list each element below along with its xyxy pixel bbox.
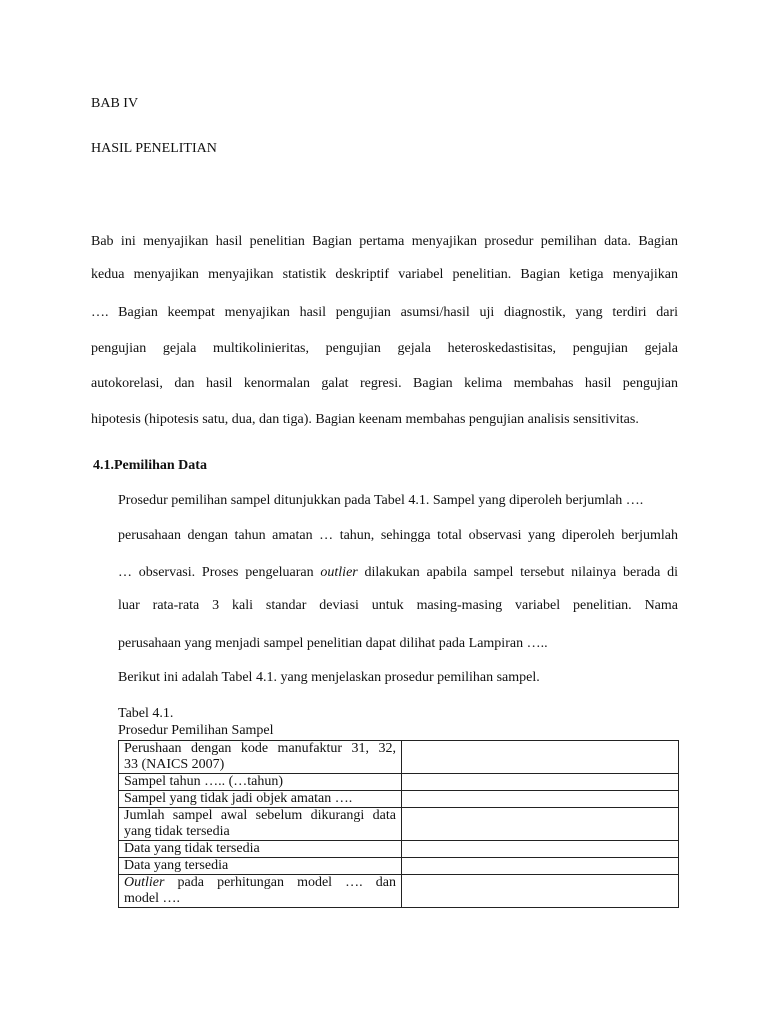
section-heading: 4.1.Pemilihan Data: [93, 458, 207, 473]
section-para-line-3: [118, 565, 678, 581]
section-para-line-4: luar rata-rata 3 kali standar deviasi untuk masing-masing variabel penelitian. Nama: [118, 598, 678, 613]
table-cell-value: [402, 841, 679, 858]
intro-line-1: Bab ini menyajikan hasil penelitian Bagian pertama menyajikan prosedur pemilihan data. Bagian: [91, 234, 678, 249]
row-1-line-1: Perushaan dengan kode manufaktur 31, 32,: [124, 741, 396, 756]
table-row: [119, 841, 679, 858]
table-cell-value: [402, 858, 679, 875]
outlier-cell-term: Outlier: [124, 875, 165, 890]
row-7-line-1-rest: pada perhitungan model …. dan: [164, 875, 396, 890]
table-cell-value: [402, 808, 679, 841]
row-4-line-2: yang tidak tersedia: [124, 824, 230, 839]
chapter-title: HASIL PENELITIAN: [91, 141, 217, 156]
intro-line-4: pengujian gejala multikolinieritas, pengujian gejala heteroskedastisitas, pengujian gejala: [91, 341, 678, 356]
intro-line-5: autokorelasi, dan hasil kenormalan galat regresi. Bagian kelima membahas hasil pengujian: [91, 376, 678, 391]
chapter-number: BAB IV: [91, 96, 139, 111]
section-para-line-3-end: dilakukan apabila sampel tersebut nilainya berada di: [357, 565, 678, 580]
table-intro: Berikut ini adalah Tabel 4.1. yang menjelaskan prosedur pemilihan sampel.: [118, 670, 540, 685]
table-cell-label: [119, 875, 402, 908]
table-row: [119, 791, 679, 808]
sample-selection-table: [118, 740, 679, 908]
table-row: [119, 858, 679, 875]
table-cell-label: Data yang tersedia: [119, 858, 402, 875]
table-cell-label: [119, 741, 402, 774]
intro-line-2: kedua menyajikan menyajikan statistik deskriptif variabel penelitian. Bagian ketiga menyajikan: [91, 267, 678, 282]
section-para-line-2: perusahaan dengan tahun amatan … tahun, sehingga total observasi yang diperoleh berjumlah: [118, 528, 678, 543]
table-caption: Prosedur Pemilihan Sampel: [118, 723, 274, 738]
outlier-term: outlier: [320, 565, 358, 580]
table-cell-label: [119, 808, 402, 841]
table-row: [119, 808, 679, 841]
table-row: [119, 774, 679, 791]
table-row: [119, 741, 679, 774]
intro-line-3: …. Bagian keempat menyajikan hasil pengujian asumsi/hasil uji diagnostik, yang terdiri dari: [91, 305, 678, 320]
section-para-line-5: perusahaan yang menjadi sampel penelitian dapat dilihat pada Lampiran …..: [118, 636, 548, 651]
section-para-line-1: Prosedur pemilihan sampel ditunjukkan pada Tabel 4.1. Sampel yang diperoleh berjumlah ….: [118, 493, 644, 508]
row-7-line-1: [124, 875, 396, 891]
table-cell-label: Sampel tahun ….. (…tahun): [119, 774, 402, 791]
row-7-line-2: model ….: [124, 891, 180, 906]
table-cell-value: [402, 875, 679, 908]
section-para-line-3-start: … observasi. Proses pengeluaran: [118, 565, 321, 580]
row-1-line-2: 33 (NAICS 2007): [124, 757, 225, 772]
table-cell-value: [402, 774, 679, 791]
row-4-line-1: Jumlah sampel awal sebelum dikurangi data: [124, 808, 396, 823]
table-row: [119, 875, 679, 908]
table-label: Tabel 4.1.: [118, 706, 174, 721]
table-cell-value: [402, 741, 679, 774]
table-cell-label: Data yang tidak tersedia: [119, 841, 402, 858]
table-cell-label: Sampel yang tidak jadi objek amatan ….: [119, 791, 402, 808]
table-cell-value: [402, 791, 679, 808]
intro-line-6: hipotesis (hipotesis satu, dua, dan tiga). Bagian keenam membahas pengujian analisis sensitivitas.: [91, 412, 639, 427]
